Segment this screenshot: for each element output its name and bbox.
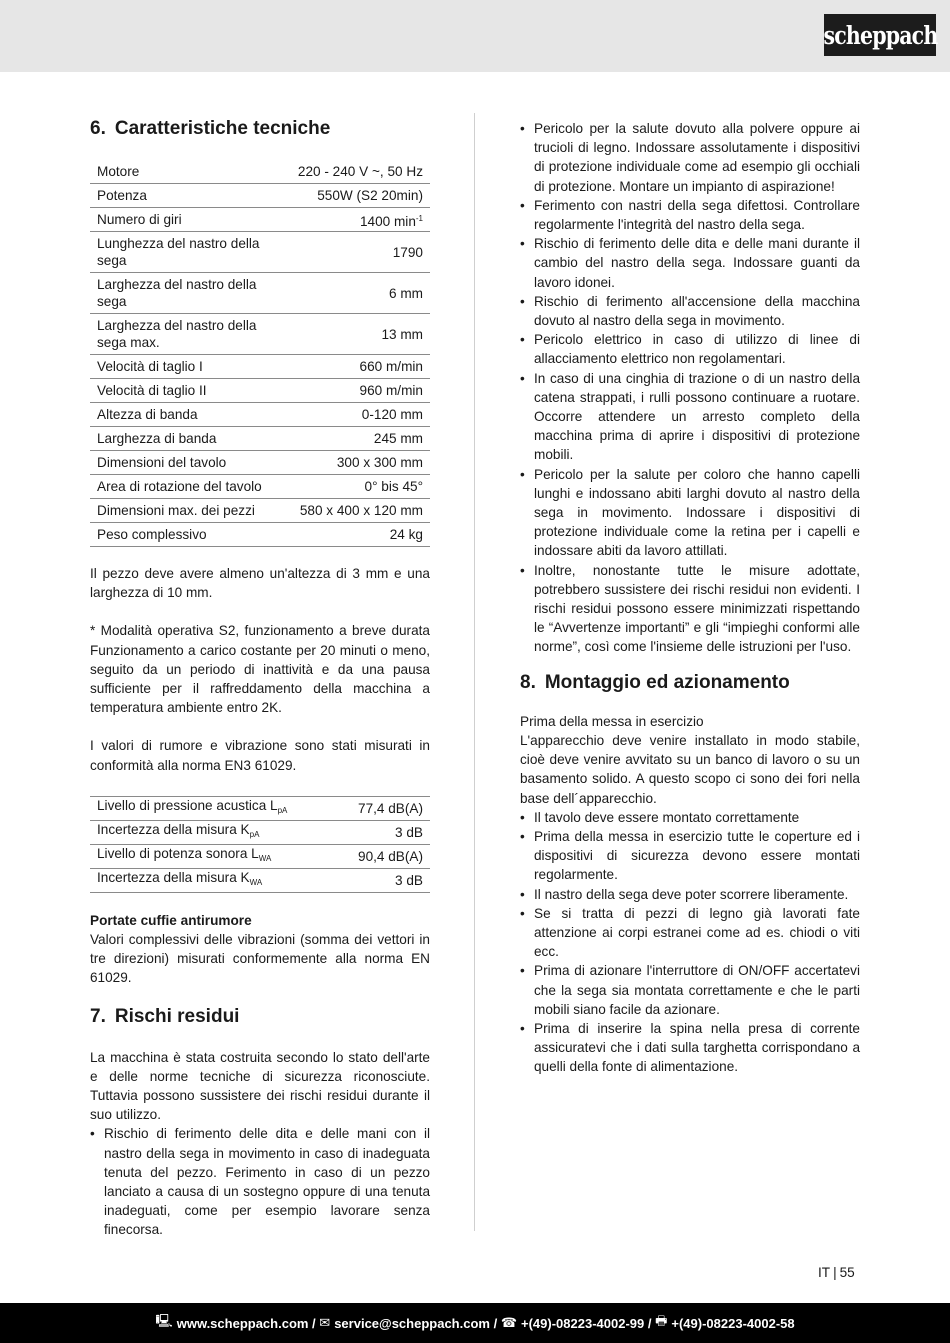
section-8-intro: L'apparecchio deve venire installato in modo stabile, cioè deve venire avvitato su un banco di lavoro o su un basamento solido. A questo scopo ci sono dei fori nella base dell´apparecchio. (520, 732, 860, 806)
list-item: • Prima di inserire la spina nella presa di corrente assicuratevi che i dati sulla targhetta corrispondano a quelli della fonte di alimentazione. (520, 1019, 860, 1077)
spec-row (90, 427, 430, 451)
risk-list-right (520, 119, 860, 657)
fax-icon: 🖶 (655, 1313, 668, 1328)
noise-table (90, 796, 430, 893)
list-item: • Pericolo elettrico in caso di utilizzo di linee di allacciamento elettrico non regolamentari. (520, 330, 860, 368)
list-item: • Se si tratta di pezzi di legno già lavorati fate attenzione ai corpi estranei come ad es. chiodi o viti ecc. (520, 904, 860, 962)
footer-mail[interactable]: service@scheppach.com / (334, 1315, 498, 1331)
spec-value: 300 x 300 mm (291, 451, 430, 475)
page-number: IT | 55 (818, 1265, 855, 1280)
footer-fax[interactable]: +(49)-08223-4002-58 (671, 1315, 795, 1331)
spec-label: Altezza di banda (90, 403, 291, 427)
noise-label: Livello di potenza sonora $L_{WA}$ (90, 844, 335, 868)
column-divider (474, 113, 475, 1231)
list-item: • Pericolo per la salute per coloro che hanno capelli lunghi e indossano abiti larghi dovuto al nastro della sega in movimento. Indossare i dispositivi di protezione individuale come la retina per i capelli e indossare abiti da lavoro attillati. (520, 465, 860, 561)
right-column (520, 119, 860, 1077)
spec-row (90, 273, 430, 314)
footer-web[interactable]: www.scheppach.com / (176, 1315, 316, 1331)
spec-label: Dimensioni max. dei pezzi (90, 499, 291, 523)
noise-label: Incertezza della misura $K_{pA}$ (90, 820, 335, 844)
spec-label: Potenza (90, 184, 291, 208)
spec-row (90, 403, 430, 427)
section-8-subtitle: Prima della messa in esercizio (520, 713, 704, 729)
spec-value: 1790 (291, 232, 430, 273)
list-item: • Pericolo per la salute dovuto alla polvere oppure ai trucioli di legno. Indossare assolutamente i dispositivi di protezione individuale come ad esempio gli occhiali di protezione. Montare un impianto di aspirazione! (520, 119, 860, 196)
list-item: • Rischio di ferimento delle dita e delle mani durante il cambio del nastro della sega. Indossare guanti da lavoro idonei. (520, 234, 860, 292)
spec-row (90, 523, 430, 547)
noise-value: 3 dB (335, 868, 430, 892)
risk-list-left (90, 1124, 430, 1239)
spec-value: 550W (S2 20min) (291, 184, 430, 208)
spec-value: 220 - 240 V ~, 50 Hz (291, 160, 430, 184)
spec-value: 0-120 mm (291, 403, 430, 427)
header-band (0, 0, 950, 72)
section-7-heading: 7. Rischi residui (90, 1005, 240, 1027)
spec-label: Larghezza del nastro della sega (90, 273, 291, 314)
spec-label: Peso complessivo (90, 523, 291, 547)
section-8-heading: 8. Montaggio ed azionamento (520, 671, 790, 693)
list-item: • Il tavolo deve essere montato correttamente (520, 808, 860, 827)
mounting-list (520, 808, 860, 1077)
footer-bar (0, 1303, 950, 1343)
spec-value: 6 mm (291, 273, 430, 314)
spec-row (90, 314, 430, 355)
spec-value: 24 kg (291, 523, 430, 547)
spec-value: 1400 $\min^{-1}$ (291, 208, 430, 232)
list-item: • Rischio di ferimento delle dita e delle mani con il nastro della sega in movimento in caso di inadeguata tenuta del pezzo. Ferimento in caso di un pezzo lanciato a causa di un sostegno oppure di una tenuta inadeguati, come per esempio lavorare senza finecorsa. (90, 1124, 430, 1239)
list-item: • In caso di una cinghia di trazione o di un nastro della catena strappati, i rulli possono continuare a ruotare. Occorre attendere un arresto completo della macchina prima di aprire i dispositivi di protezione mobili. (520, 369, 860, 465)
computer-icon: 🖳 (155, 1313, 173, 1328)
scheppach-logo (824, 14, 936, 56)
spec-label: Motore (90, 160, 291, 184)
list-item: • Ferimento con nastri della sega difettosi. Controllare regolarmente l'integrità del nastro della sega. (520, 196, 860, 234)
spec-value: 660 m/min (291, 355, 430, 379)
noise-intro: I valori di rumore e vibrazione sono stati misurati in conformità alla norma EN3 61029. (90, 738, 430, 773)
spec-label: Velocità di taglio II (90, 379, 291, 403)
noise-value: 90,4 dB(A) (335, 844, 430, 868)
spec-value: 245 mm (291, 427, 430, 451)
noise-label: Livello di pressione acustica $L_{pA}$ (90, 796, 335, 820)
spec-label: Larghezza di banda (90, 427, 291, 451)
spec-value: 0° bis 45° (291, 475, 430, 499)
spec-value: 960 m/min (291, 379, 430, 403)
spec-label: Velocità di taglio I (90, 355, 291, 379)
phone-icon: ☎ (500, 1315, 518, 1330)
mail-icon: ✉ (319, 1315, 331, 1330)
spec-label: Larghezza del nastro della sega max. (90, 314, 291, 355)
noise-value: 3 dB (335, 820, 430, 844)
spec-row (90, 232, 430, 273)
list-item: • Rischio di ferimento all'accensione della macchina dovuto al nastro della sega in movimento. (520, 292, 860, 330)
noise-row (90, 868, 430, 892)
noise-row (90, 844, 430, 868)
left-column (90, 114, 430, 1240)
list-item: • Il nastro della sega deve poter scorrere liberamente. (520, 885, 860, 904)
specs-table (90, 160, 430, 547)
list-item: • Inoltre, nonostante tutte le misure adottate, potrebbero sussistere dei rischi residui non evidenti. I rischi residui possono essere minimizzati rispettando le “Avvertenze importanti” e gli “impieghi conformi alle norme”, così come l'insieme delle istruzioni per l'uso. (520, 561, 860, 657)
noise-label: Incertezza della misura $K_{WA}$ (90, 868, 335, 892)
spec-label: Dimensioni del tavolo (90, 451, 291, 475)
logo-text: scheppach (823, 20, 937, 50)
spec-row (90, 208, 430, 232)
spec-label: Numero di giri (90, 208, 291, 232)
spec-row (90, 184, 430, 208)
spec-value: 13 mm (291, 314, 430, 355)
section-6-heading: 6. Caratteristiche tecniche (90, 118, 331, 139)
noise-row (90, 796, 430, 820)
spec-value: 580 x 400 x 120 mm (291, 499, 430, 523)
s2-note: * Modalità operativa S2, funzionamento a breve durata Funzionamento a carico costante per 20 minuti o meno, seguito da un periodo di inattività e da una pausa sufficiente per il raffreddamento della macchina a temperatura ambiente entro 2K. (90, 623, 430, 716)
spec-row (90, 379, 430, 403)
noise-value: 77,4 dB(A) (335, 796, 430, 820)
section-7-intro: La macchina è stata costruita secondo lo stato dell'arte e delle norme tecniche di sicurezza riconosciute. Tuttavia possono sussistere dei rischi residui durante il suo utilizzo. (90, 1049, 430, 1123)
spec-row (90, 451, 430, 475)
spec-row (90, 355, 430, 379)
noise-row (90, 820, 430, 844)
spec-row (90, 499, 430, 523)
spec-row (90, 160, 430, 184)
spec-row (90, 475, 430, 499)
ear-protection-title: Portate cuffie antirumore (90, 912, 252, 928)
spec-label: Area di rotazione del tavolo (90, 475, 291, 499)
footer-phone[interactable]: +(49)-08223-4002-99 / (521, 1315, 652, 1331)
spec-label: Lunghezza del nastro della sega (90, 232, 291, 273)
workpiece-note: Il pezzo deve avere almeno un'altezza di 3 mm e una larghezza di 10 mm. (90, 566, 430, 601)
vibration-text: Valori complessivi delle vibrazioni (somma dei vettori in tre direzioni) misurati conformemente alla norma EN 61029. (90, 932, 430, 986)
list-item: • Prima della messa in esercizio tutte le coperture ed i dispositivi di sicurezza devono essere montati regolarmente. (520, 827, 860, 885)
list-item: • Prima di azionare l'interruttore di ON/OFF accertatevi che la sega sia montata correttamente e che le parti mobili siano facile da azionare. (520, 961, 860, 1019)
